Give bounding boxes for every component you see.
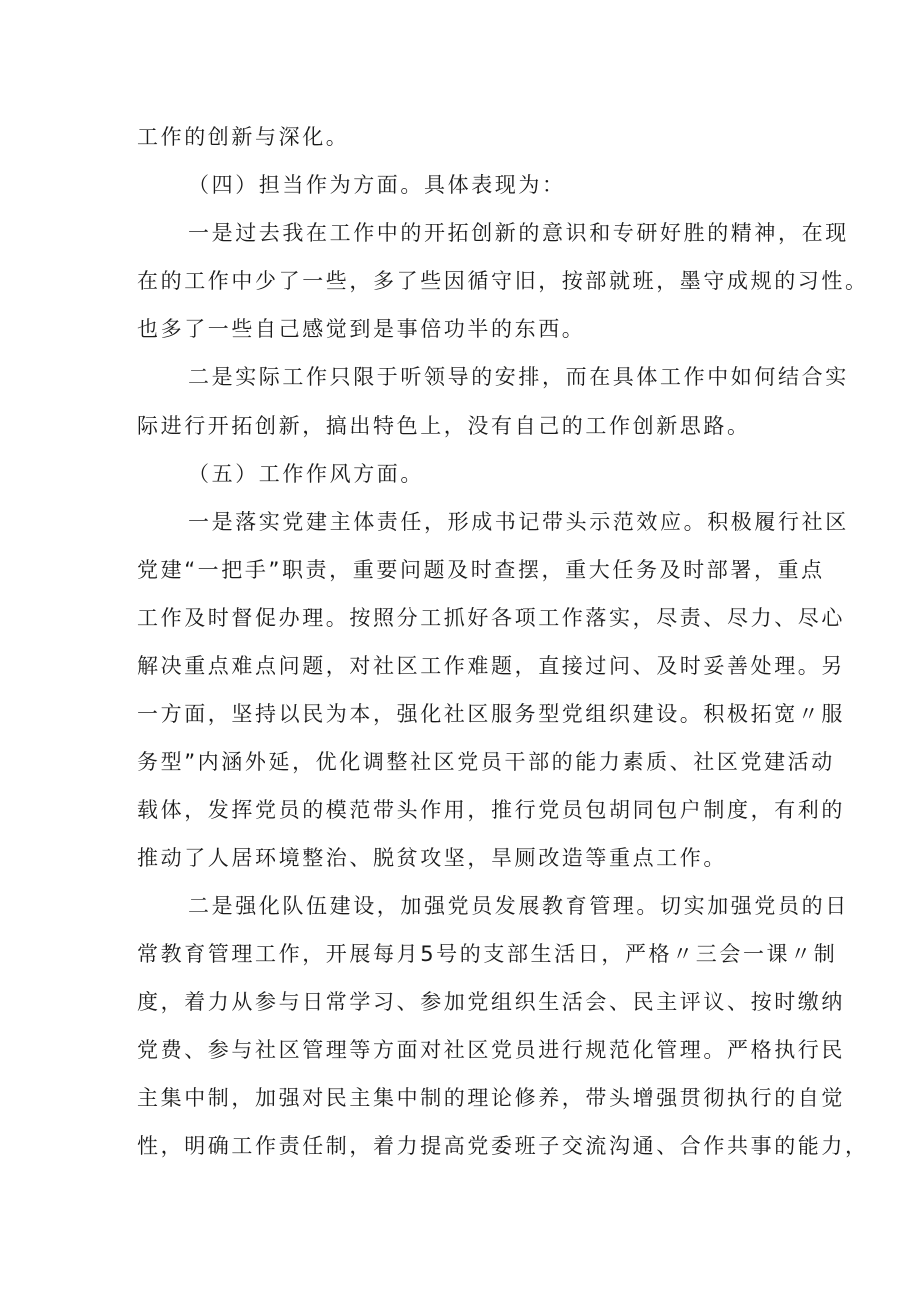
text-line: 际进行开拓创新，搞出特色上，没有自己的工作创新思路。: [137, 414, 751, 438]
text-line: 在的工作中少了一些，多了些因循守旧，按部就班，墨守成规的习性。: [137, 269, 869, 293]
text-line: 一方面，坚持以民为本，强化社区服务型党组织建设。积极拓宽〃服: [137, 702, 845, 726]
text-line: 载体，发挥党员的模范带头作用，推行党员包胡同包户制度，有利的: [137, 798, 845, 822]
text-line: 党建“一把手”职责，重要问题及时查摆，重大任务及时部署，重点: [137, 558, 825, 582]
paragraph-first-line: 二是强化队伍建设，加强党员发展教育管理。切实加强党员的日: [188, 894, 849, 918]
section-heading-4: （四）担当作为方面。具体表现为：: [188, 173, 566, 197]
text-line: 解决重点难点问题，对社区工作难题，直接过问、及时妥善处理。另: [137, 654, 845, 678]
text-line: 推动了人居环境整治、脱贫攻坚，旱厕改造等重点工作。: [137, 846, 727, 870]
paragraph-first-line: 一是过去我在工作中的开拓创新的意识和专研好胜的精神，在现: [188, 221, 849, 245]
section-heading-5: （五）工作作风方面。: [188, 462, 424, 486]
text-line: 常教育管理工作，开展每月5号的支部生活日，严格〃三会一课〃制: [137, 942, 838, 966]
text-line: 务型”内涵外延，优化调整社区党员干部的能力素质、社区党建活动: [137, 750, 835, 774]
text-line: 性，明确工作责任制，着力提高党委班子交流沟通、合作共事的能力，: [137, 1134, 869, 1158]
text-line: 也多了一些自己感觉到是事倍功半的东西。: [137, 317, 586, 341]
text-line: 度，着力从参与日常学习、参加党组织生活会、民主评议、按时缴纳: [137, 990, 845, 1014]
text-line: 主集中制，加强对民主集中制的理论修养，带头增强贯彻执行的自觉: [137, 1086, 845, 1110]
text-line: 工作及时督促办理。按照分工抓好各项工作落实，尽责、尽力、尽心: [137, 606, 845, 630]
paragraph-first-line: 二是实际工作只限于听领导的安排，而在具体工作中如何结合实: [188, 365, 849, 389]
text-line: 党费、参与社区管理等方面对社区党员进行规范化管理。严格执行民: [137, 1038, 845, 1062]
text-line: 工作的创新与深化。: [137, 125, 350, 149]
paragraph-first-line: 一是落实党建主体责任，形成书记带头示范效应。积极履行社区: [188, 510, 849, 534]
